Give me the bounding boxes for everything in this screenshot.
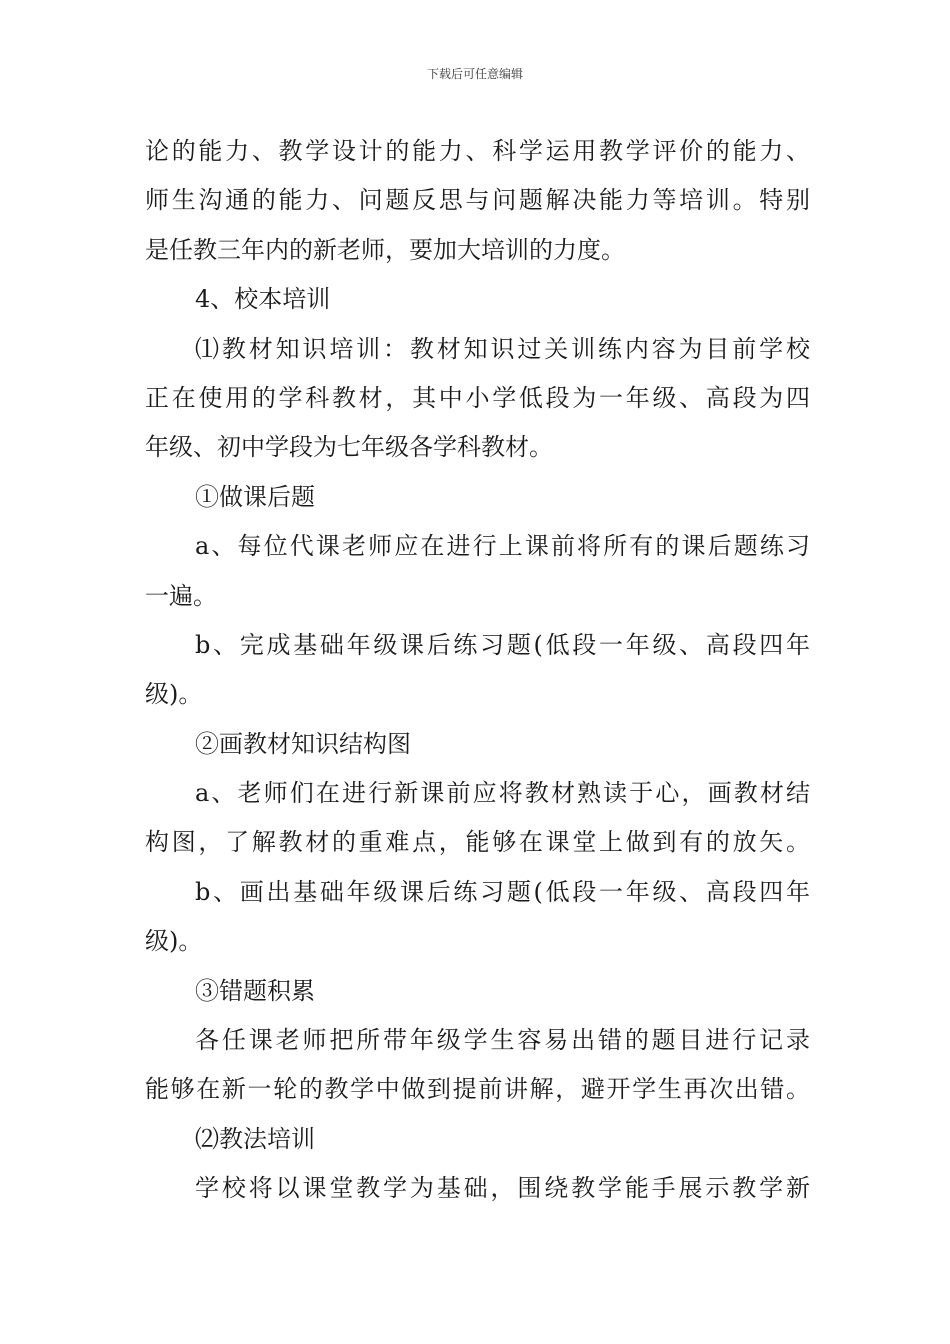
text-line: 级)。: [145, 680, 203, 709]
text-line: 能够在新一轮的教学中做到提前讲解，避开学生再次出错。: [145, 1075, 810, 1104]
section-heading: ⑵教法培训: [195, 1124, 315, 1153]
subsection-heading: ③错题积累: [195, 976, 315, 1005]
text-line: ⑴教材知识培训：教材知识过关训练内容为目前学校: [195, 334, 810, 363]
text-line: a、老师们在进行新课前应将教材熟读于心，画教材结: [195, 779, 810, 808]
text-line: 学校将以课堂教学为基础，围绕教学能手展示教学新: [195, 1174, 810, 1203]
text-line: 级)。: [145, 927, 203, 956]
document-body: [145, 127, 810, 1214]
text-line: 构图，了解教材的重难点，能够在课堂上做到有的放矢。: [145, 828, 810, 857]
page-header: 下载后可任意编辑: [426, 67, 523, 81]
subsection-heading: ①做课后题: [195, 482, 315, 511]
text-line: b、完成基础年级课后练习题(低段一年级、高段四年: [195, 630, 810, 659]
text-line: 年级、初中学段为七年级各学科教材。: [145, 433, 553, 462]
section-heading: 4、校本培训: [195, 285, 331, 314]
text-line: 正在使用的学科教材，其中小学低段为一年级、高段为四: [145, 383, 810, 412]
text-line: 是任教三年内的新老师，要加大培训的力度。: [145, 235, 625, 264]
text-line: 师生沟通的能力、问题反思与问题解决能力等培训。特别: [145, 186, 810, 215]
subsection-heading: ②画教材知识结构图: [195, 729, 411, 758]
text-line: 论的能力、教学设计的能力、科学运用教学评价的能力、: [145, 137, 810, 165]
text-line: 一遍。: [145, 581, 217, 610]
text-line: b、画出基础年级课后练习题(低段一年级、高段四年: [195, 877, 810, 906]
text-line: a、每位代课老师应在进行上课前将所有的课后题练习: [195, 532, 810, 561]
text-line: 各任课老师把所带年级学生容易出错的题目进行记录: [195, 1026, 810, 1055]
